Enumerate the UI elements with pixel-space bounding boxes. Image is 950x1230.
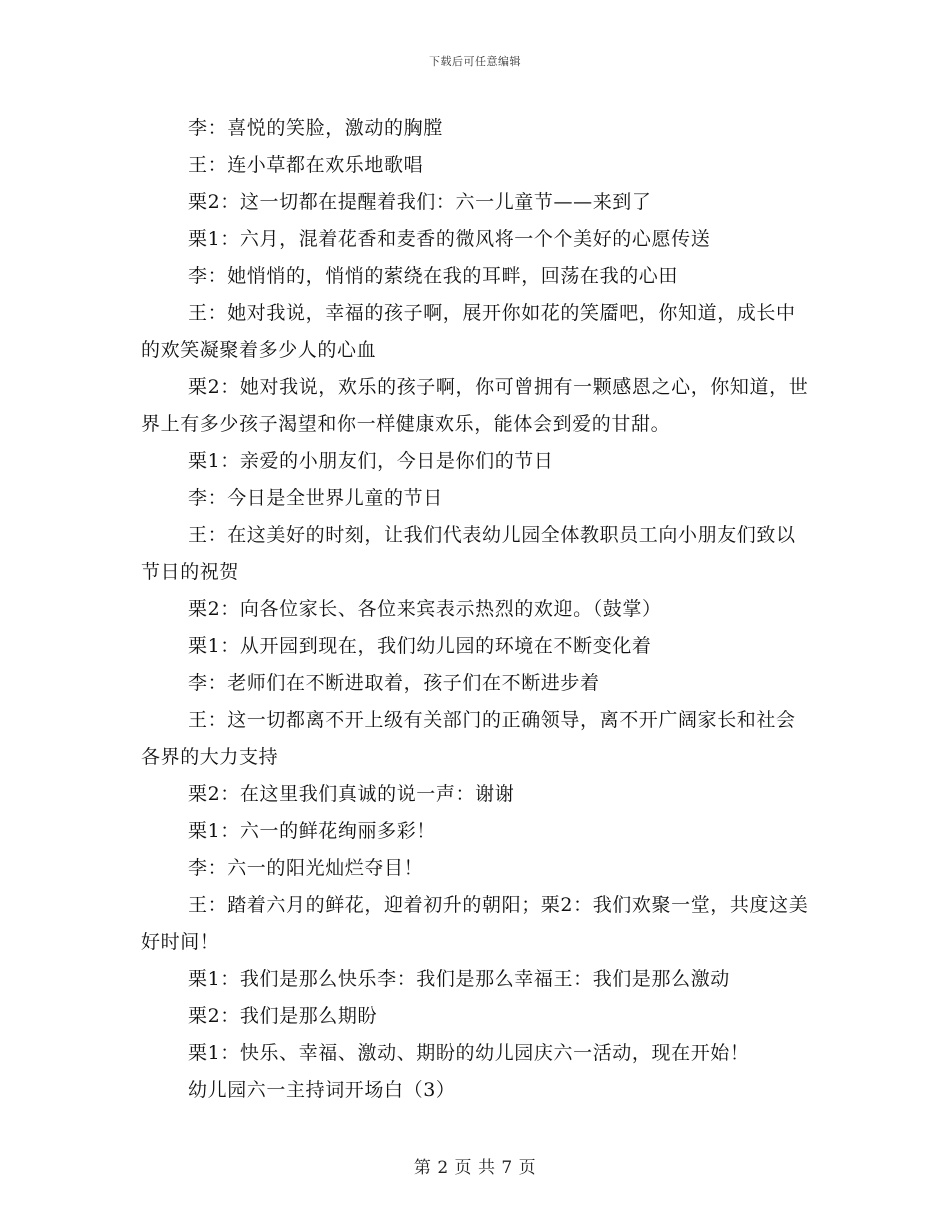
page-header: 下载后可任意编辑 <box>429 55 521 68</box>
page-number: 第 2 页 共 7 页 <box>413 1158 537 1178</box>
paragraph: 栗2：在这里我们真诚的说一声：谢谢 <box>188 783 515 805</box>
paragraph: 王：她对我说，幸福的孩子啊，展开你如花的笑靥吧，你知道，成长中的欢笑凝聚着多少人的心血 <box>141 302 796 361</box>
paragraph: 王：这一切都离不开上级有关部门的正确领导，离不开广阔家长和社会各界的大力支持 <box>141 709 796 768</box>
paragraph: 栗2：向各位家长、各位来宾表示热烈的欢迎。（鼓掌） <box>188 598 662 620</box>
paragraph: 王：在这美好的时刻，让我们代表幼儿园全体教职员工向小朋友们致以节日的祝贺 <box>141 524 796 583</box>
paragraph: 栗1：我们是那么快乐李：我们是那么幸福王：我们是那么激动 <box>188 968 730 990</box>
document-body <box>141 110 813 1109</box>
paragraph: 栗1：六一的鲜花绚丽多彩！ <box>188 820 436 842</box>
paragraph: 李：六一的阳光灿烂夺目！ <box>188 857 424 879</box>
paragraph: 李：喜悦的笑脸，激动的胸膛 <box>188 117 443 139</box>
paragraph: 王：踏着六月的鲜花，迎着初升的朝阳；栗2：我们欢聚一堂，共度这美好时间！ <box>141 894 809 953</box>
paragraph: 李：她悄悄的，悄悄的萦绕在我的耳畔，回荡在我的心田 <box>188 265 679 287</box>
paragraph: 栗1：快乐、幸福、激动、期盼的幼儿园庆六一活动，现在开始！ <box>188 1042 750 1064</box>
section-title: 幼儿园六一主持词开场白（3） <box>188 1079 456 1101</box>
paragraph: 王：连小草都在欢乐地歌唱 <box>188 154 424 176</box>
paragraph: 李：今日是全世界儿童的节日 <box>188 487 443 509</box>
paragraph: 栗1：六月，混着花香和麦香的微风将一个个美好的心愿传送 <box>188 228 711 250</box>
paragraph: 栗2：我们是那么期盼 <box>188 1005 378 1027</box>
paragraph: 栗1：亲爱的小朋友们，今日是你们的节日 <box>188 450 554 472</box>
paragraph: 栗1：从开园到现在，我们幼儿园的环境在不断变化着 <box>188 635 652 657</box>
paragraph: 栗2：这一切都在提醒着我们：六一儿童节——来到了 <box>188 191 652 213</box>
paragraph: 栗2：她对我说，欢乐的孩子啊，你可曾拥有一颗感恩之心，你知道，世界上有多少孩子渴望和你一样健康欢乐，能体会到爱的甘甜。 <box>141 376 809 435</box>
paragraph: 李：老师们在不断进取着，孩子们在不断进步着 <box>188 672 600 694</box>
